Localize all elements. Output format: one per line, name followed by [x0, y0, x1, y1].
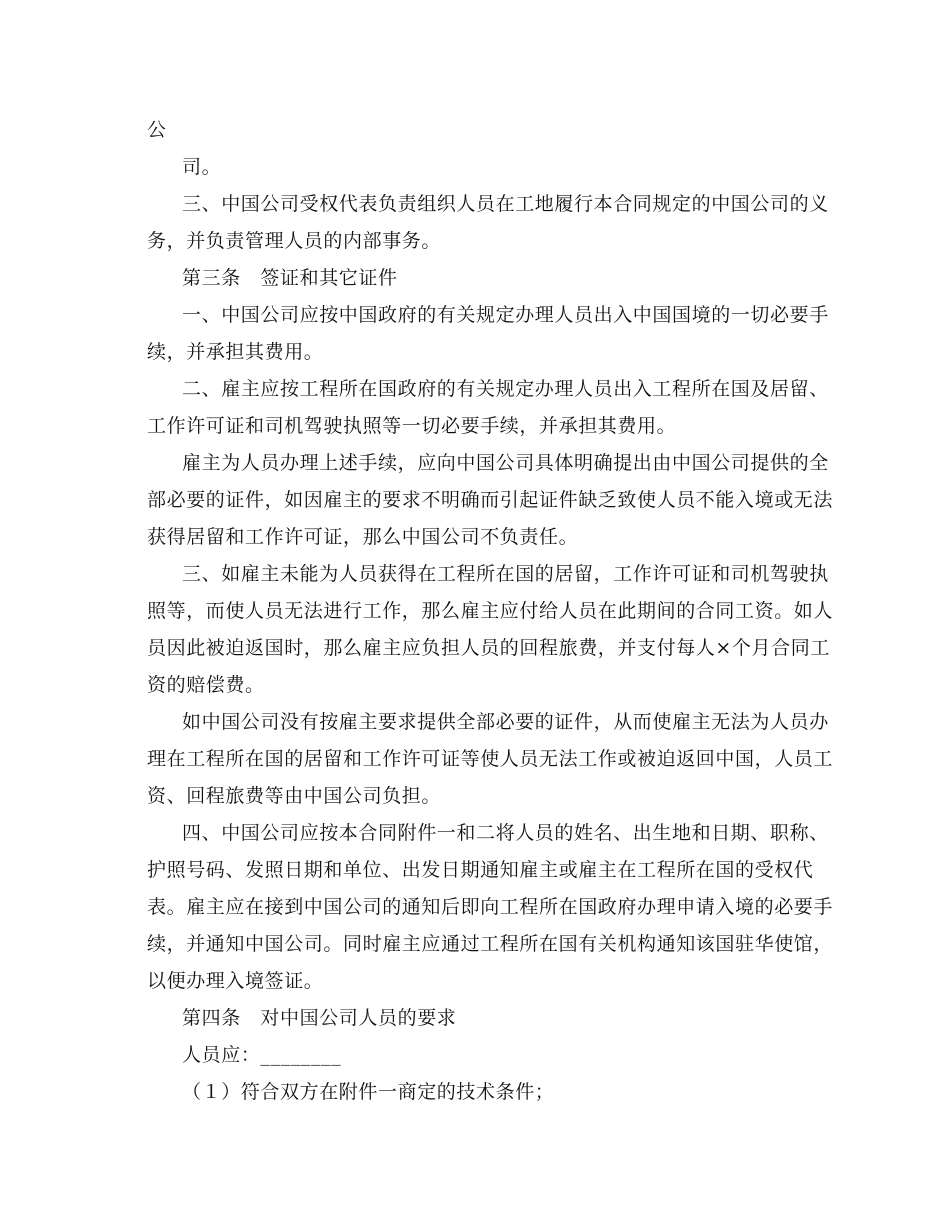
text-line-27: （１）符合双方在附件一商定的技术条件；: [182, 1081, 555, 1103]
text-line-15: 员因此被迫返国时，那么雇主应负担人员的回程旅费，并支付每人×个月合同工: [147, 637, 830, 659]
text-line-22: 表。雇主应在接到中国公司的通知后即向工程所在国政府办理申请入境的必要手: [147, 896, 834, 918]
text-line-20: 四、中国公司应按本合同附件一和二将人员的姓名、出生地和日期、职称、: [182, 822, 829, 844]
text-line-9: 工作许可证和司机驾驶执照等一切必要手续，并承担其费用。: [147, 415, 677, 437]
text-line-16: 资的赔偿费。: [147, 674, 265, 696]
text-line-11: 部必要的证件，如因雇主的要求不明确而引起证件缺乏致使人员不能入境或无法: [147, 489, 834, 511]
text-line-18: 理在工程所在国的居留和工作许可证等使人员无法工作或被迫返回中国，人员工: [147, 748, 834, 770]
text-line-26: 人员应：________: [182, 1044, 342, 1066]
text-line-17: 如中国公司没有按雇主要求提供全部必要的证件，从而使雇主无法为人员办: [182, 711, 829, 733]
text-line-4: 务，并负责管理人员的内部事务。: [147, 230, 442, 252]
text-line-2: 司。: [182, 156, 222, 178]
text-line-23: 续，并通知中国公司。同时雇主应通过工程所在国有关机构通知该国驻华使馆，: [147, 933, 834, 955]
text-line-14: 照等，而使人员无法进行工作，那么雇主应付给人员在此期间的合同工资。如人: [147, 600, 834, 622]
section-heading-4: 第四条 对中国公司人员的要求: [182, 1007, 457, 1029]
text-line-21: 护照号码、发照日期和单位、出发日期通知雇主或雇主在工程所在国的受权代: [147, 859, 814, 881]
text-line-6: 一、中国公司应按中国政府的有关规定办理人员出入中国国境的一切必要手: [182, 304, 829, 326]
text-line-7: 续，并承担其费用。: [147, 341, 324, 363]
text-line-1: 公: [147, 119, 167, 141]
section-heading-3: 第三条 签证和其它证件: [182, 267, 398, 289]
text-line-13: 三、如雇主未能为人员获得在工程所在国的居留，工作许可证和司机驾驶执: [182, 563, 829, 585]
text-line-24: 以便办理入境签证。: [147, 970, 324, 992]
text-line-8: 二、雇主应按工程所在国政府的有关规定办理人员出入工程所在国及居留、: [182, 378, 829, 400]
text-line-12: 获得居留和工作许可证，那么中国公司不负责任。: [147, 526, 579, 548]
text-line-10: 雇主为人员办理上述手续，应向中国公司具体明确提出由中国公司提供的全: [182, 452, 829, 474]
text-line-19: 资、回程旅费等由中国公司负担。: [147, 785, 442, 807]
text-line-3: 三、中国公司受权代表负责组织人员在工地履行本合同规定的中国公司的义: [182, 193, 829, 215]
